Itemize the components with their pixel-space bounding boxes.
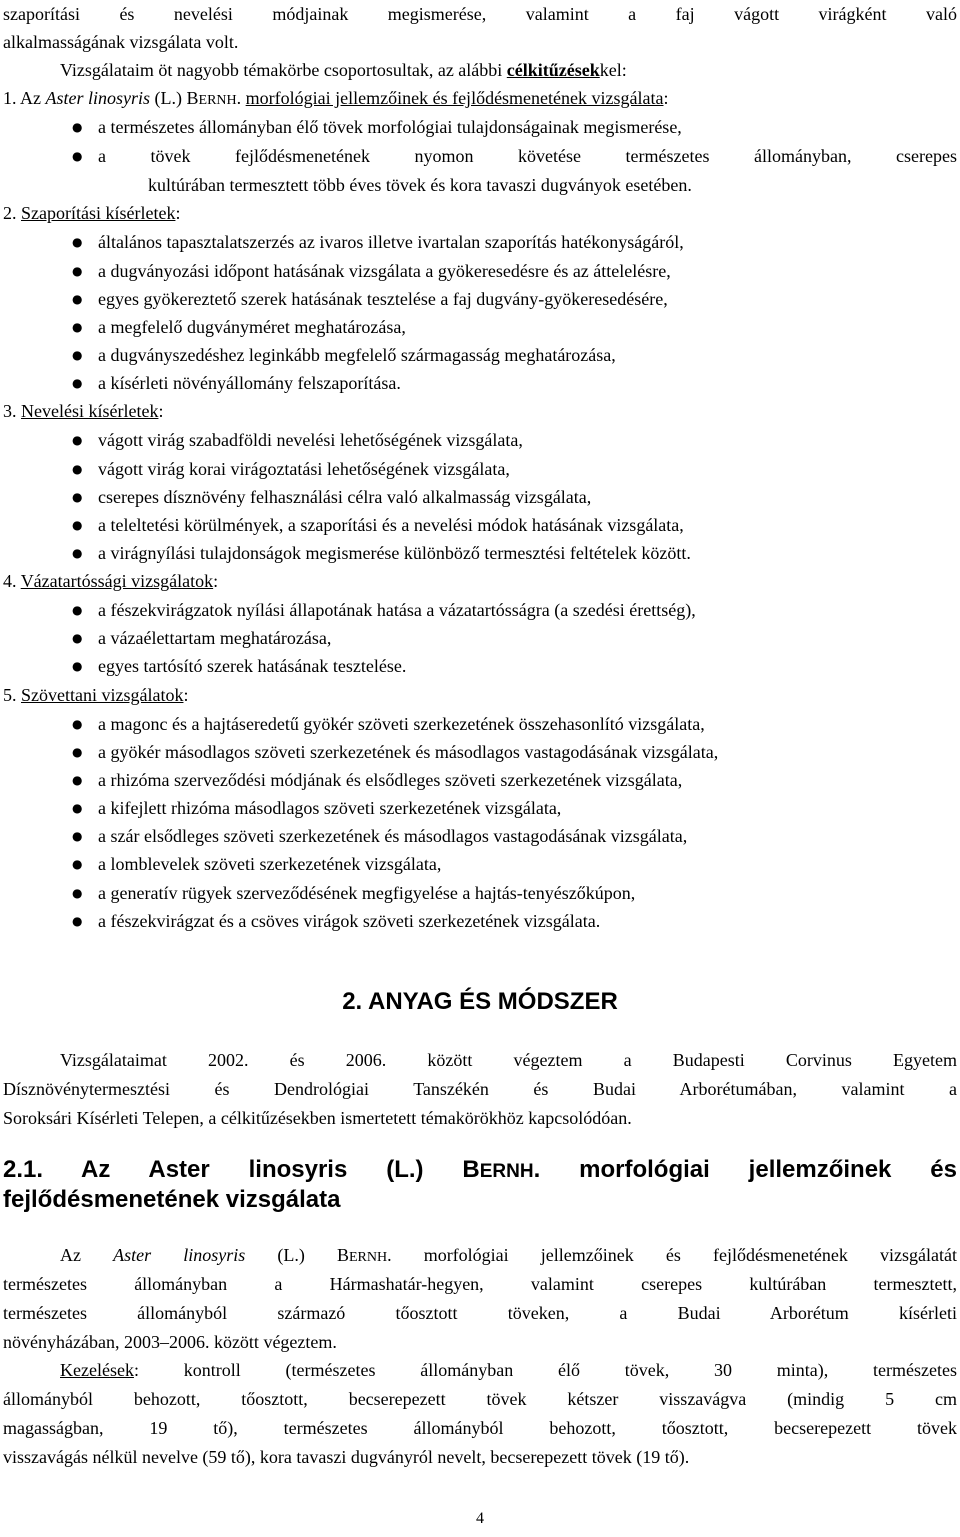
bullet-icon: ● (72, 462, 83, 476)
section-5-number: 5. (3, 685, 21, 705)
list-item-text: a dugványszedéshez leginkább megfelelő szármagasság meghatározása, (98, 345, 616, 365)
section-heading-2-1 (3, 1156, 957, 1187)
section-1-title: morfológiai jellemzőinek és fejlődésmenetének vizsgálata (245, 88, 664, 108)
list-item-text: a fészekvirágzat és a csöves virágok szöveti szerkezetének vizsgálata. (98, 911, 601, 931)
list-item (72, 652, 406, 681)
section-4-number: 4. (3, 571, 21, 591)
bullet-icon: ● (72, 518, 83, 532)
paragraph-2-line-4: növényházában, 2003–2006. között végeztem. (3, 1332, 337, 1352)
section-2-number: 2. (3, 203, 21, 223)
section-1-heading (3, 84, 957, 116)
list-item (72, 624, 331, 653)
treatments-label: Kezelések (60, 1360, 134, 1380)
list-item (72, 369, 401, 398)
list-item (72, 313, 406, 342)
p2-text-c: . morfológiai jellemzőinek és fejlődésmenetének vizsgálatát (387, 1245, 957, 1265)
section-1-number: 1. Az (3, 88, 46, 108)
section-5-heading (3, 681, 957, 710)
section-2-title: Szaporítási kísérletek (21, 203, 176, 223)
bullet-icon: ● (72, 914, 83, 928)
list-item-text: cserepes dísznövény felhasználási célra való alkalmasság vizsgálata, (98, 487, 592, 507)
bullet-icon: ● (72, 264, 83, 278)
list-item (72, 850, 441, 879)
bullet-icon: ● (72, 829, 83, 843)
list-item (72, 142, 957, 171)
objectives-intro (60, 56, 957, 85)
list-item-text: a szár elsődleges szöveti szerkezetének és másodlagos vastagodásának vizsgálata, (98, 826, 688, 846)
paragraph-2-line-2: természetes állományban a Hármashatár-hegyen, valamint cserepes kultúrában termesztett, (3, 1274, 957, 1294)
p2-author: ERNH (348, 1250, 388, 1265)
list-item (72, 710, 705, 739)
bullet-icon: ● (72, 292, 83, 306)
paragraph-3-line-3: magasságban, 19 tő), természetes állományból behozott, tőosztott, becserepezett tövek (3, 1418, 957, 1438)
list-item-text: a lomblevelek szöveti szerkezetének vizsgálata, (98, 854, 442, 874)
list-item (72, 511, 684, 540)
list-item (72, 596, 696, 625)
p2-text-b: (L.) B (245, 1245, 349, 1265)
bullet-icon: ● (72, 801, 83, 815)
list-item-text: a kifejlett rhizóma másodlagos szöveti szerkezetének vizsgálata, (98, 798, 562, 818)
intro-line-2: alkalmasságának vizsgálata volt. (3, 32, 239, 52)
list-item (72, 766, 682, 795)
list-item (72, 341, 616, 370)
section-heading-2-1-text: 2.1. Az Aster linosyris (L.) B (3, 1156, 480, 1183)
author-b: ERNH (198, 93, 237, 108)
bullet-icon: ● (72, 886, 83, 900)
paragraph-1-line-3: Soroksári Kísérleti Telepen, a célkitűzésekben ismertetett témakörökhöz kapcsolódóan. (3, 1108, 632, 1128)
list-item-text: a vázaélettartam meghatározása, (98, 628, 332, 648)
section-2-colon: : (175, 203, 181, 223)
paragraph-1-line-2: Dísznövénytermesztési és Dendrológiai Tanszékén és Budai Arborétumában, valamint a (3, 1079, 957, 1099)
list-item (72, 113, 682, 142)
bullet-icon: ● (72, 433, 83, 447)
page-number: 4 (476, 1510, 484, 1527)
objectives-text: Vizsgálataim öt nagyobb témakörbe csoportosultak, az alábbi (60, 60, 507, 80)
section-2-heading (3, 199, 957, 228)
section-4-colon: : (213, 571, 219, 591)
section-5-colon: : (183, 685, 189, 705)
list-item (72, 539, 691, 568)
bullet-icon: ● (72, 857, 83, 871)
list-item-text: a virágnyílási tulajdonságok megismerése különböző termesztési feltételek között. (98, 543, 691, 563)
list-item-text: a megfelelő dugványméret meghatározása, (98, 317, 406, 337)
list-item (72, 879, 635, 908)
list-item (72, 228, 684, 257)
list-item-text: a tövek fejlődésmenetének nyomon követése természetes állományban, cserepes (98, 146, 957, 166)
section-3-heading (3, 397, 957, 426)
p2-text-a: Az (60, 1245, 114, 1265)
bullet-icon: ● (72, 348, 83, 362)
list-item (72, 907, 600, 936)
bullet-icon: ● (72, 320, 83, 334)
bullet-icon: ● (72, 490, 83, 504)
bullet-icon: ● (72, 149, 83, 163)
intro-line-1: szaporítási és nevelési módjainak megismerése, valamint a faj vágott virágként való (3, 4, 957, 24)
author-c: . (236, 88, 246, 108)
paragraph-3-line-2: állományból behozott, tőosztott, becserepezett tövek kétszer visszavágva (mindig 5 cm (3, 1389, 957, 1409)
list-item (72, 455, 510, 484)
list-item-text: vágott virág korai virágoztatási lehetőségének vizsgálata, (98, 459, 510, 479)
list-item-text: a magonc és a hajtáseredetű gyökér szöveti szerkezetének összehasonlító vizsgálata, (98, 714, 705, 734)
list-item-text: a generatív rügyek szerveződésének megfigyelése a hajtás-tenyészőkúpon, (98, 883, 636, 903)
bullet-icon: ● (72, 717, 83, 731)
list-item (72, 738, 718, 767)
p2-species: Aster linosyris (113, 1245, 246, 1265)
bullet-icon: ● (72, 603, 83, 617)
list-item (72, 794, 561, 823)
section-5-title: Szövettani vizsgálatok (21, 685, 184, 705)
bullet-icon: ● (72, 745, 83, 759)
list-item-text: a természetes állományban élő tövek morfológiai tulajdonságainak megismerése, (98, 117, 682, 137)
list-item (72, 483, 591, 512)
section-4-title: Vázatartóssági vizsgálatok (20, 571, 214, 591)
list-item (72, 257, 671, 286)
bullet-icon: ● (72, 376, 83, 390)
list-item-text: egyes gyökereztető szerek hatásának tesztelése a faj dugvány-gyökeresedésére, (98, 289, 668, 309)
list-item-continuation: kultúrában termesztett több éves tövek és kora tavaszi dugványok esetében. (148, 175, 692, 195)
bullet-icon: ● (72, 120, 83, 134)
author-a: (L.) B (150, 88, 199, 108)
objectives-term: célkitűzések (506, 60, 600, 80)
list-item-text: általános tapasztalatszerzés az ivaros illetve ivartalan szaporítás hatékonyságáról, (98, 232, 684, 252)
section-3-colon: : (158, 401, 164, 421)
list-item-text: vágott virág szabadföldi nevelési lehetőségének vizsgálata, (98, 430, 523, 450)
section-3-number: 3. (3, 401, 21, 421)
section-4-heading (3, 567, 957, 596)
section-3-title: Nevelési kísérletek (21, 401, 159, 421)
bullet-icon: ● (72, 546, 83, 560)
objectives-suffix: kel: (599, 60, 627, 80)
list-item (72, 822, 687, 851)
section-heading-2-1-author: ERNH (479, 1161, 534, 1182)
list-item-text: a fészekvirágzatok nyílási állapotának hatása a vázatartósságra (a szedési érettség), (98, 600, 696, 620)
bullet-icon: ● (72, 235, 83, 249)
list-item (72, 426, 523, 455)
list-item-text: a rhizóma szerveződési módjának és elsődleges szöveti szerkezetének vizsgálata, (98, 770, 683, 790)
list-item-text: egyes tartósító szerek hatásának tesztelése. (98, 656, 407, 676)
bullet-icon: ● (72, 659, 83, 673)
paragraph-3-line-4: visszavágás nélkül nevelve (59 tő), kora tavaszi dugványról nevelt, becserepezett tövek (19 tő). (3, 1447, 690, 1467)
list-item (72, 285, 668, 314)
paragraph-1-line-1: Vizsgálataimat 2002. és 2006. között végeztem a Budapesti Corvinus Egyetem (60, 1050, 957, 1070)
paragraph-2-line-1 (60, 1241, 957, 1273)
list-item-text: a gyökér másodlagos szöveti szerkezetének és másodlagos vastagodásának vizsgálata, (98, 742, 719, 762)
section-heading-2-1-rest: . morfológiai jellemzőinek és (533, 1156, 957, 1183)
list-item-text: a kísérleti növényállomány felszaporítása. (98, 373, 401, 393)
paragraph-3-line-1-text: : kontroll (természetes állományban élő tövek, 30 minta), természetes (133, 1360, 957, 1380)
list-item-text: a teleltetési körülmények, a szaporítási és a nevelési módok hatásának vizsgálata, (98, 515, 684, 535)
bullet-icon: ● (72, 773, 83, 787)
paragraph-3-line-1 (60, 1356, 957, 1385)
chapter-heading: 2. ANYAG ÉS MÓDSZER (342, 988, 618, 1015)
list-item-text: a dugványozási időpont hatásának vizsgálata a gyökeresedésre és az áttelelésre, (98, 261, 671, 281)
section-1-colon: : (663, 88, 669, 108)
paragraph-2-line-3: természetes állományból származó tőosztott töveken, a Budai Arborétum kísérleti (3, 1303, 957, 1323)
bullet-icon: ● (72, 631, 83, 645)
section-heading-2-1-line-2: fejlődésmenetének vizsgálata (3, 1186, 341, 1213)
species-name: Aster linosyris (45, 88, 151, 108)
